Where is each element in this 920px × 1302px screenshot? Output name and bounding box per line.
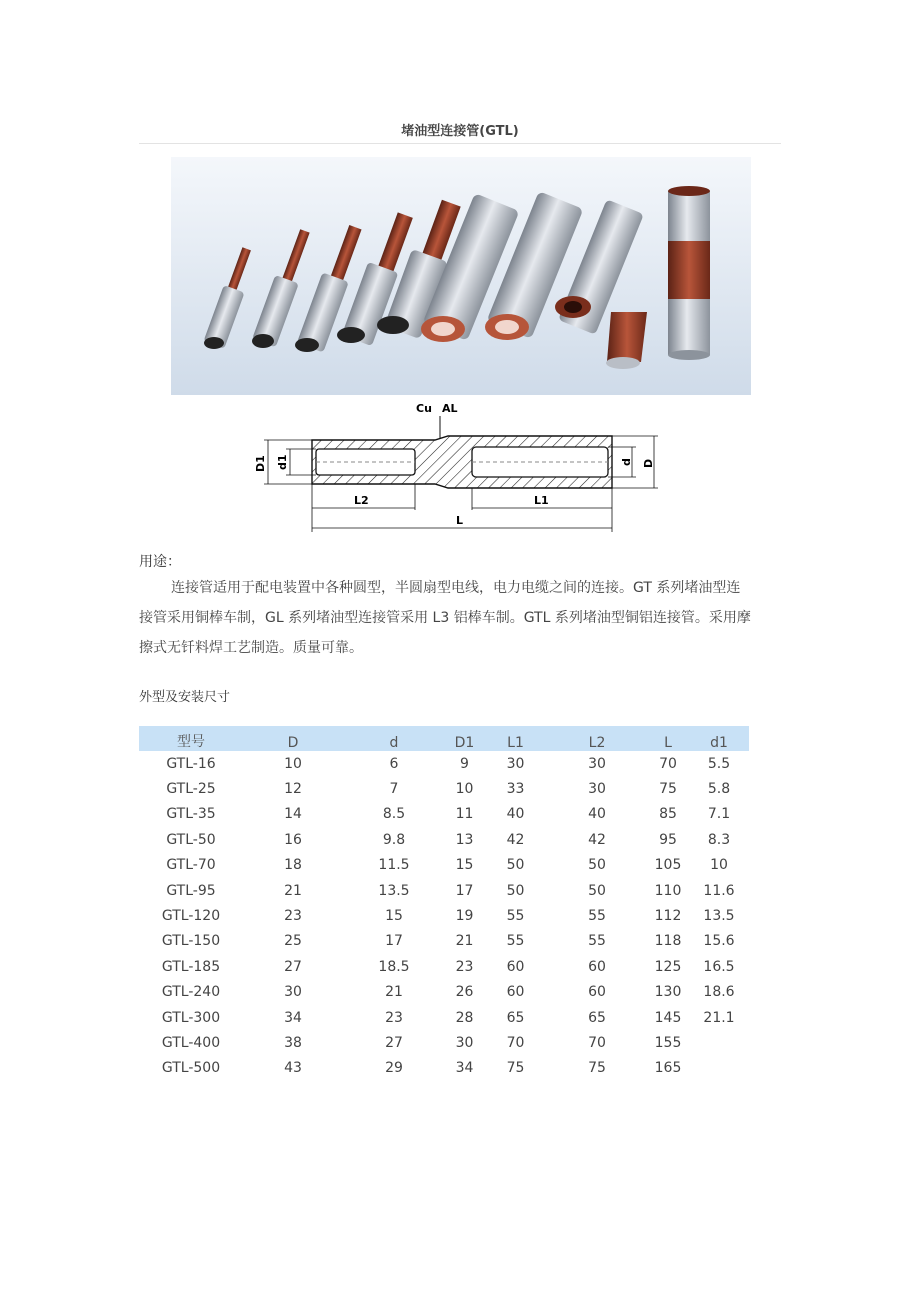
header-d1: d1: [689, 726, 749, 751]
table-cell: GTL-16: [166, 755, 216, 772]
table-cell: 30: [455, 1034, 474, 1051]
table-cell: 23: [455, 958, 474, 975]
table-cell: 9.8: [382, 831, 406, 848]
table-cell: 30: [588, 755, 606, 772]
usage-heading: 用途：: [139, 554, 181, 570]
table-cell: 15: [385, 908, 403, 925]
table-cell: 34: [455, 1060, 474, 1077]
table-cell: 42: [588, 831, 606, 848]
label-d1: d1: [276, 454, 289, 470]
table-cell: 38: [284, 1034, 302, 1051]
table-cell: 19: [455, 908, 474, 925]
table-cell: 105: [654, 857, 682, 874]
header-L: L: [647, 726, 689, 751]
label-L2: L2: [354, 494, 369, 507]
table-cell: 28: [455, 1009, 474, 1026]
table-cell: 85: [659, 806, 677, 823]
table-cell: 27: [284, 958, 302, 975]
spec-table: [139, 726, 749, 1081]
table-cell: 16: [284, 831, 302, 848]
title-divider: [139, 143, 781, 144]
table-cell: 40: [506, 806, 525, 823]
table-cell: 6: [389, 755, 399, 772]
table-cell: 17: [385, 933, 403, 950]
table-cell: 75: [588, 1060, 606, 1077]
table-cell: 42: [506, 831, 525, 848]
header-L2: L2: [547, 726, 647, 751]
table-row: [139, 853, 749, 878]
table-cell: GTL-70: [166, 857, 216, 874]
table-cell: GTL-185: [161, 958, 221, 975]
table-cell: 112: [654, 908, 682, 925]
table-row: [139, 827, 749, 852]
table-cell: 30: [506, 755, 525, 772]
table-cell: [689, 1056, 749, 1081]
table-cell: 5.5: [707, 755, 731, 772]
table-cell: 5.8: [707, 781, 731, 798]
table-row: [139, 1056, 749, 1081]
table-header-row: [139, 726, 749, 751]
table-cell: 16.5: [703, 958, 735, 975]
table-cell: GTL-240: [161, 984, 221, 1001]
table-cell: 50: [588, 882, 606, 899]
table-row: [139, 1030, 749, 1055]
table-row: [139, 802, 749, 827]
table-cell: 11: [455, 806, 474, 823]
table-cell: 23: [284, 908, 302, 925]
table-row: [139, 929, 749, 954]
table-cell: GTL-25: [166, 781, 216, 798]
header-D1: D1: [445, 726, 484, 751]
table-cell: 50: [588, 857, 606, 874]
al-label: AL: [442, 402, 458, 415]
table-cell: 50: [506, 882, 525, 899]
table-cell: 10: [284, 755, 302, 772]
table-cell: 14: [284, 806, 302, 823]
table-row: [139, 903, 749, 928]
table-cell: 21.1: [703, 1009, 735, 1026]
table-cell: 13.5: [703, 908, 735, 925]
table-cell: 18.5: [378, 958, 410, 975]
table-cell: 21: [284, 882, 302, 899]
table-cell: 118: [654, 933, 682, 950]
table-body: [139, 751, 749, 1081]
table-row: [139, 1005, 749, 1030]
table-cell: 13.5: [378, 882, 410, 899]
product-photo: [171, 157, 751, 395]
table-cell: GTL-50: [166, 831, 216, 848]
table-cell: 155: [654, 1034, 682, 1051]
table-cell: 25: [284, 933, 302, 950]
table-cell: 9: [460, 755, 469, 772]
table-cell: 110: [654, 882, 682, 899]
table-cell: 30: [588, 781, 606, 798]
table-row: [139, 751, 749, 776]
table-cell: 21: [455, 933, 474, 950]
table-cell: 50: [506, 857, 525, 874]
table-cell: 33: [506, 781, 525, 798]
dimension-drawing: [250, 398, 670, 538]
usage-paragraph: 连接管适用于配电装置中各种圆型，半圆扇型电线，电力电缆之间的连接。GT 系列堵油型连接管采用铜棒车制，GL 系列堵油型连接管采用 L3 铝棒车制。GTL 系列堵油型铜铝连接管。采用摩擦式无钎料焊工艺制造。质量可靠。: [139, 580, 751, 656]
table-cell: 12: [284, 781, 302, 798]
table-cell: 55: [506, 933, 525, 950]
table-row: [139, 980, 749, 1005]
dimensions-heading: 外型及安装尺寸: [139, 690, 231, 705]
table-cell: 165: [654, 1060, 682, 1077]
table-cell: 40: [588, 806, 606, 823]
table-row: [139, 878, 749, 903]
table-cell: 29: [385, 1060, 403, 1077]
table-cell: GTL-95: [166, 882, 216, 899]
table-cell: 75: [506, 1060, 525, 1077]
table-row: [139, 954, 749, 979]
table-cell: 75: [659, 781, 677, 798]
table-cell: 34: [284, 1009, 302, 1026]
table-cell: 145: [654, 1009, 682, 1026]
table-cell: 70: [659, 755, 677, 772]
table-cell: 55: [588, 908, 606, 925]
table-cell: 18.6: [703, 984, 735, 1001]
table-cell: 60: [506, 984, 525, 1001]
table-cell: 60: [588, 984, 606, 1001]
table-cell: 15.6: [703, 933, 735, 950]
table-cell: 10: [710, 857, 728, 874]
label-L1: L1: [534, 494, 549, 507]
table-cell: 125: [654, 958, 682, 975]
table-cell: [689, 1030, 749, 1055]
page-title: 堵油型连接管(GTL): [401, 124, 519, 139]
table-cell: 7.1: [707, 806, 731, 823]
table-cell: 13: [455, 831, 474, 848]
table-cell: 11.6: [703, 882, 735, 899]
table-cell: 70: [588, 1034, 606, 1051]
sleeve-bimetal-vertical: [668, 186, 710, 360]
table-cell: GTL-150: [161, 933, 221, 950]
table-cell: 65: [588, 1009, 606, 1026]
table-cell: 60: [506, 958, 525, 975]
table-cell: 7: [389, 781, 399, 798]
label-L: L: [456, 514, 464, 527]
table-cell: 55: [506, 908, 525, 925]
table-cell: GTL-35: [166, 806, 216, 823]
header-L1: L1: [484, 726, 547, 751]
table-cell: GTL-120: [161, 908, 221, 925]
table-cell: 55: [588, 933, 606, 950]
table-cell: 30: [284, 984, 302, 1001]
label-D: D: [642, 458, 655, 468]
table-cell: 130: [654, 984, 682, 1001]
table-cell: 95: [659, 831, 677, 848]
header-D: D: [243, 726, 343, 751]
table-cell: 11.5: [378, 857, 410, 874]
table-cell: 26: [455, 984, 474, 1001]
table-cell: 10: [455, 781, 474, 798]
table-cell: 23: [385, 1009, 403, 1026]
label-D1: D1: [254, 455, 267, 472]
table-cell: 18: [284, 857, 302, 874]
table-row: [139, 776, 749, 801]
table-cell: 8.3: [707, 831, 731, 848]
header-model: 型号: [139, 726, 243, 751]
table-cell: 43: [284, 1060, 302, 1077]
cu-label: Cu: [416, 402, 432, 415]
table-cell: 8.5: [382, 806, 406, 823]
table-cell: 65: [506, 1009, 525, 1026]
table-cell: GTL-500: [161, 1060, 221, 1077]
sleeve-half: [606, 312, 647, 369]
table-cell: GTL-300: [161, 1009, 221, 1026]
table-cell: 15: [455, 857, 474, 874]
table-cell: GTL-400: [161, 1034, 221, 1051]
table-cell: 17: [455, 882, 474, 899]
label-d: d: [620, 458, 633, 466]
table-cell: 21: [385, 984, 403, 1001]
table-cell: 60: [588, 958, 606, 975]
table-cell: 27: [385, 1034, 403, 1051]
header-d: d: [343, 726, 445, 751]
table-cell: 70: [506, 1034, 525, 1051]
